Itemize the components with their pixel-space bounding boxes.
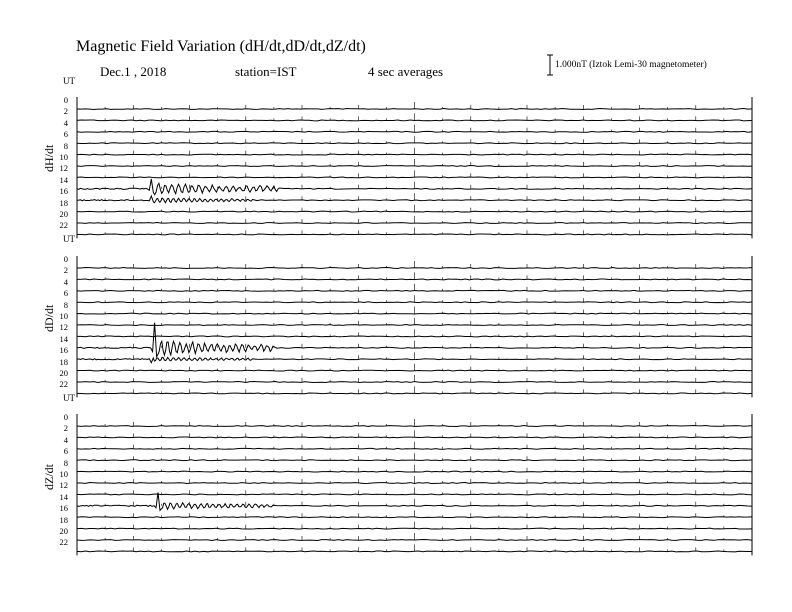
ut-label-dz: UT xyxy=(63,393,75,403)
hour-tick-label: 0 xyxy=(63,95,68,105)
row-tick-marks xyxy=(77,136,752,143)
hour-tick-label: 14 xyxy=(59,174,68,185)
row-tick-marks xyxy=(77,125,752,132)
hour-tick-label: 22 xyxy=(59,220,68,231)
row-trace xyxy=(77,448,752,449)
row-trace xyxy=(77,460,752,461)
hour-tick-label: 6 xyxy=(63,129,68,140)
row-tick-marks xyxy=(77,261,752,268)
row-tick-marks xyxy=(77,318,752,325)
hour-tick-label: 18 xyxy=(59,356,68,367)
row-tick-marks xyxy=(77,533,752,540)
row-trace xyxy=(77,437,752,438)
hour-tick-label: 12 xyxy=(59,480,68,491)
hour-tick-label: 2 xyxy=(63,423,68,434)
row-tick-marks xyxy=(77,544,752,551)
row-tick-marks xyxy=(77,329,752,336)
hour-tick-label: 18 xyxy=(59,197,68,208)
row-trace-active xyxy=(77,323,752,357)
hour-tick-label: 10 xyxy=(59,311,68,321)
row-trace xyxy=(77,143,752,144)
hour-tick-label: 16 xyxy=(59,186,68,197)
row-tick-marks xyxy=(77,148,752,155)
row-trace xyxy=(77,382,752,383)
row-tick-marks xyxy=(77,216,752,223)
row-tick-marks xyxy=(77,113,752,120)
row-trace xyxy=(77,109,752,110)
hour-tick-label: 0 xyxy=(63,254,68,264)
hour-tick-label: 18 xyxy=(59,514,68,525)
ut-label-dh: UT xyxy=(63,76,75,86)
hour-tick-label: 6 xyxy=(63,446,68,457)
row-trace xyxy=(77,223,752,224)
row-tick-marks xyxy=(77,419,752,426)
hour-tick-label: 0 xyxy=(63,412,68,422)
row-tick-marks xyxy=(77,465,752,472)
row-tick-marks xyxy=(77,227,752,234)
row-tick-marks xyxy=(77,375,752,382)
hour-tick-label: 4 xyxy=(63,434,68,445)
row-tick-marks xyxy=(77,442,752,449)
station-label: station=IST xyxy=(235,64,297,79)
hour-tick-label: 22 xyxy=(59,537,68,548)
row-tick-marks xyxy=(77,170,752,177)
hour-tick-label: 16 xyxy=(59,345,68,356)
row-tick-marks xyxy=(77,453,752,460)
row-tick-marks xyxy=(77,522,752,529)
hour-tick-label: 20 xyxy=(59,526,68,536)
row-tick-marks xyxy=(77,430,752,437)
hour-tick-label: 2 xyxy=(63,265,68,276)
hour-tick-label: 16 xyxy=(59,503,68,514)
ylabel-dd: dD/dt xyxy=(42,304,56,332)
row-trace xyxy=(77,268,752,269)
row-trace xyxy=(77,494,752,495)
row-tick-marks xyxy=(77,386,752,393)
hour-tick-label: 10 xyxy=(59,152,68,162)
row-trace xyxy=(77,528,752,529)
row-tick-marks xyxy=(77,272,752,279)
hour-tick-label: 14 xyxy=(59,491,68,502)
hour-tick-label: 2 xyxy=(63,106,68,117)
hour-tick-label: 12 xyxy=(59,163,68,174)
row-tick-marks xyxy=(77,159,752,166)
row-trace xyxy=(77,166,752,167)
row-tick-marks xyxy=(77,205,752,212)
hour-tick-label: 22 xyxy=(59,379,68,390)
hour-tick-label: 20 xyxy=(59,368,68,378)
row-tick-marks xyxy=(77,307,752,314)
hour-tick-label: 8 xyxy=(63,140,68,151)
row-tick-marks xyxy=(77,102,752,109)
row-tick-marks xyxy=(77,487,752,494)
hour-tick-label: 8 xyxy=(63,457,68,468)
row-trace xyxy=(77,393,752,394)
hour-tick-label: 10 xyxy=(59,469,68,479)
row-tick-marks xyxy=(77,364,752,371)
hour-tick-label: 12 xyxy=(59,322,68,333)
scale-bar-label: 1.000nT (Iztok Lemi-30 magnetometer) xyxy=(555,60,707,70)
row-trace xyxy=(77,290,752,291)
ut-label-dd: UT xyxy=(63,234,75,244)
row-trace xyxy=(77,154,752,155)
hour-tick-label: 6 xyxy=(63,288,68,299)
hour-tick-label: 20 xyxy=(59,209,68,219)
row-trace xyxy=(77,370,752,371)
hour-tick-label: 14 xyxy=(59,333,68,344)
hour-tick-label: 8 xyxy=(63,299,68,310)
row-tick-marks xyxy=(77,295,752,302)
row-trace xyxy=(77,302,752,303)
row-trace xyxy=(77,540,752,541)
row-trace xyxy=(77,120,752,121)
row-trace xyxy=(77,325,752,326)
row-tick-marks xyxy=(77,476,752,483)
ylabel-dh: dH/dt xyxy=(42,144,56,172)
hour-tick-label: 4 xyxy=(63,117,68,128)
row-trace xyxy=(77,551,752,552)
chart-title: Magnetic Field Variation (dH/dt,dD/dt,dZ/dt) xyxy=(76,38,366,55)
hour-tick-label: 4 xyxy=(63,276,68,287)
averaging-label: 4 sec averages xyxy=(368,64,444,79)
row-tick-marks xyxy=(77,510,752,517)
ylabel-dz: dZ/dt xyxy=(42,464,56,490)
date-label: Dec.1 , 2018 xyxy=(100,64,167,79)
row-trace xyxy=(77,177,752,178)
row-trace xyxy=(77,234,752,235)
row-tick-marks xyxy=(77,284,752,291)
row-trace xyxy=(77,517,752,518)
